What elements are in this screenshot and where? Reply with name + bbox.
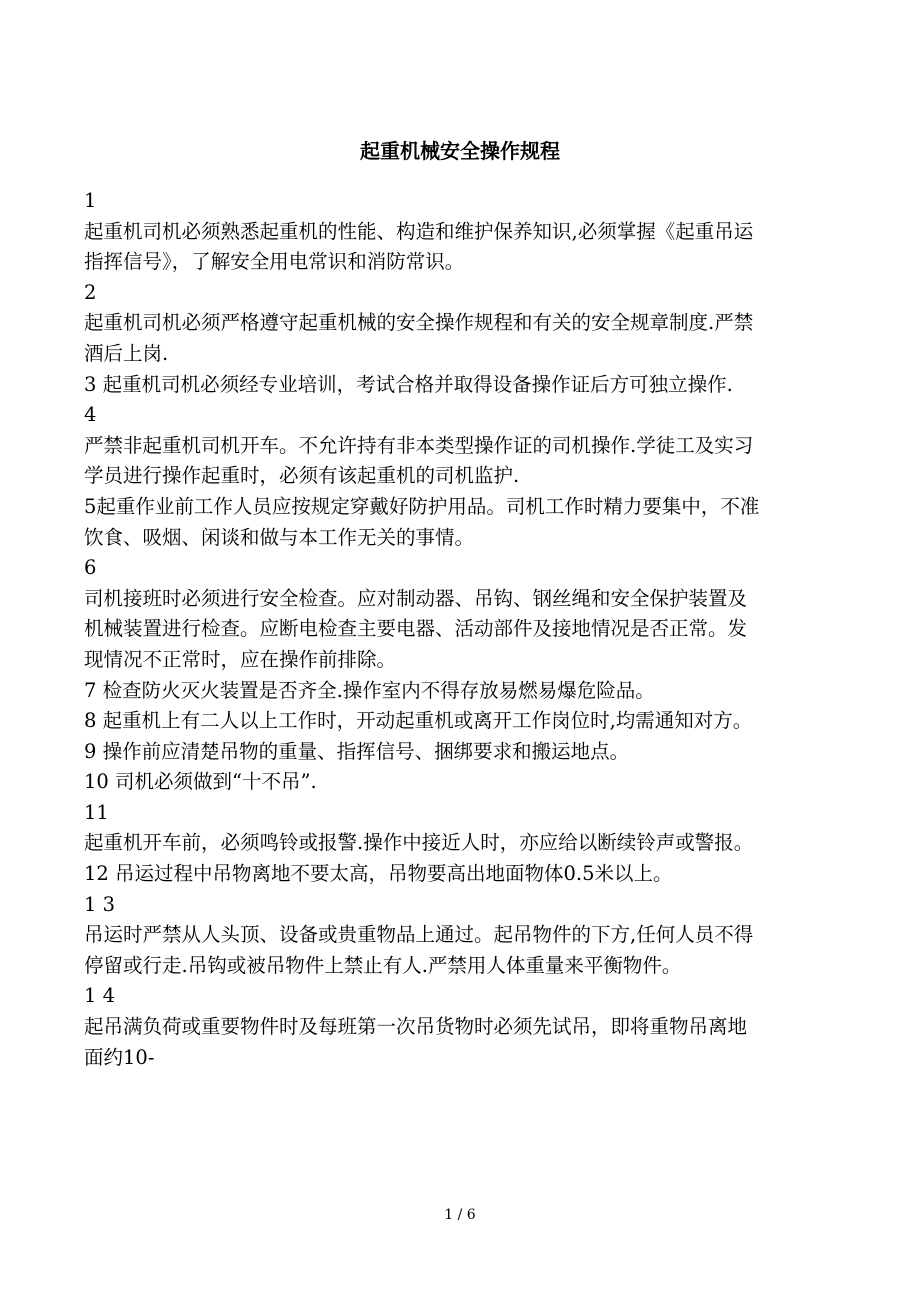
document-title: 起重机械安全操作规程 [360, 139, 560, 163]
text-line: 11 [84, 800, 109, 824]
text-line: 10 司机必须做到“十不吊”. [84, 770, 317, 794]
text-line: 面约10- [84, 1045, 155, 1069]
text-line: 司机接班时必须进行安全检查。应对制动器、吊钩、钢丝绳和安全保护装置及 [84, 586, 748, 610]
document-body [84, 186, 836, 1073]
text-line: 2 [84, 280, 97, 304]
text-line: 吊运时严禁从人头顶、设备或贵重物品上通过。起吊物件的下方,任何人员不得 [84, 923, 754, 947]
page-indicator: 1 / 6 [444, 1207, 476, 1223]
text-line: 起重机司机必须熟悉起重机的性能、构造和维护保养知识,必须掌握《起重吊运 [84, 219, 754, 243]
text-line: 3 起重机司机必须经专业培训，考试合格并取得设备操作证后方可独立操作. [84, 372, 733, 396]
text-line: 8 起重机上有二人以上工作时，开动起重机或离开工作岗位时,均需通知对方。 [84, 709, 753, 733]
text-line: 7 检查防火灭火装置是否齐全.操作室内不得存放易燃易爆危险品。 [84, 678, 655, 702]
text-line: 起重机司机必须严格遵守起重机械的安全操作规程和有关的安全规章制度.严禁 [84, 311, 754, 335]
text-line: 现情况不正常时，应在操作前排除。 [84, 647, 397, 671]
text-line: 酒后上岗. [84, 341, 169, 365]
text-line: 严禁非起重机司机开车。不允许持有非本类型操作证的司机操作.学徒工及实习 [84, 433, 754, 457]
text-line: 1 [84, 189, 97, 212]
text-line: 1 4 [84, 984, 116, 1008]
text-line: 起吊满负荷或重要物件时及每班第一次吊货物时必须先试吊，即将重物吊离地 [84, 1015, 748, 1039]
text-line: 起重机开车前，必须鸣铃或报警.操作中接近人时，亦应给以断续铃声或警报。 [84, 831, 754, 855]
text-line: 机械装置进行检查。应断电检查主要电器、活动部件及接地情况是否正常。发 [84, 617, 748, 641]
text-line: 1 3 [84, 892, 116, 916]
text-line: 指挥信号》，了解安全用电常识和消防常识。 [84, 250, 465, 274]
text-line: 6 [84, 556, 97, 580]
text-line: 12 吊运过程中吊物离地不要太高，吊物要高出地面物体0.5米以上。 [84, 862, 673, 886]
text-line: 饮食、吸烟、闲谈和做与本工作无关的事情。 [84, 525, 475, 549]
text-line: 停留或行走.吊钩或被吊物件上禁止有人.严禁用人体重量来平衡物件。 [84, 953, 682, 977]
text-line: 4 [84, 403, 97, 427]
text-line: 学员进行操作起重时，必须有该起重机的司机监护. [84, 464, 520, 488]
text-line: 9 操作前应清楚吊物的重量、指挥信号、捆绑要求和搬运地点。 [84, 739, 630, 763]
text-line: 5起重作业前工作人员应按规定穿戴好防护用品。司机工作时精力要集中，不准 [84, 494, 760, 518]
